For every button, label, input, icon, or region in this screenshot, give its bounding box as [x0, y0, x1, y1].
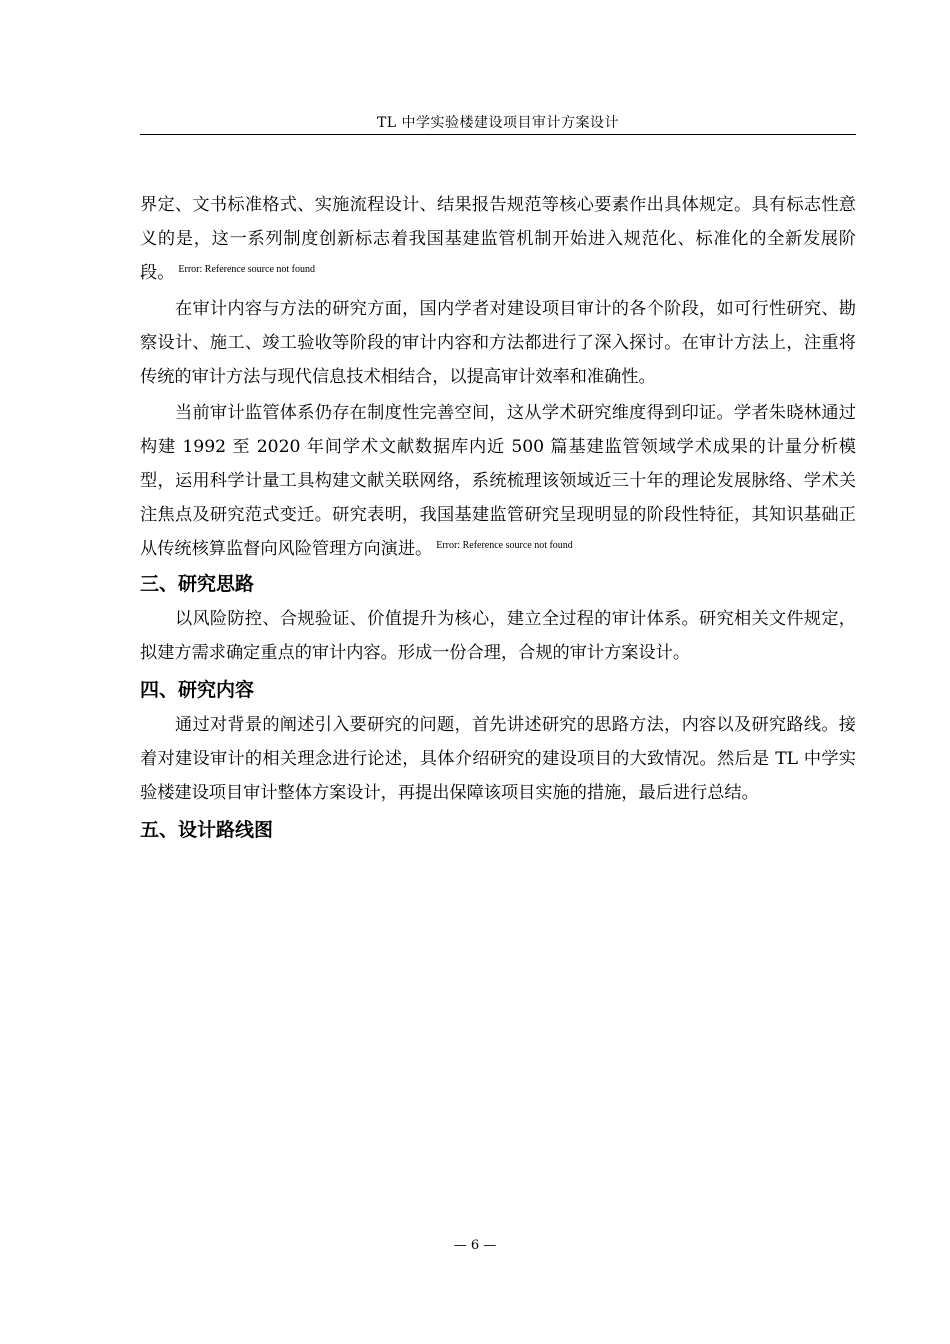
section-heading-research-content: 四、研究内容: [140, 679, 255, 701]
page-number: — 6 —: [453, 1238, 497, 1253]
paragraph-text: 界定、文书标准格式、实施流程设计、结果报告规范等核心要素作出具体规定。具有标志性意义的是，这一系列制度创新标志着我国基建监管机制开始进入规范化、标准化的全新发展阶段。: [140, 195, 856, 283]
section-heading-design-roadmap: 五、设计路线图: [140, 819, 274, 841]
header-divider: [140, 134, 856, 135]
paragraph-research-content: 通过对背景的阐述引入要研究的问题，首先讲述研究的思路方法，内容以及研究路线。接着对建设审计的相关理念进行论述，具体介绍研究的建设项目的大致情况。然后是 TL 中学实验楼建设项目审计整体方案设计，再提出保障该项目实施的措施，最后进行总结。: [140, 715, 856, 803]
reference-error-note: Error: Reference source not found: [178, 264, 315, 275]
paragraph-audit-content-methods: 在审计内容与方法的研究方面，国内学者对建设项目审计的各个阶段，如可行性研究、勘察设计、施工、竣工验收等阶段的审计内容和方法都进行了深入探讨。在审计方法上，注重将传统的审计方法与现代信息技术相结合，以提高审计效率和准确性。: [140, 299, 856, 387]
paragraph-audit-supervision-research: [140, 396, 856, 566]
reference-error-note: Error: Reference source not found: [436, 540, 573, 551]
paragraph-regulation-standardization: [140, 188, 856, 290]
section-heading-research-approach: 三、研究思路: [140, 573, 255, 595]
paragraph-research-approach: 以风险防控、合规验证、价值提升为核心，建立全过程的审计体系。研究相关文件规定，拟建方需求确定重点的审计内容。形成一份合理，合规的审计方案设计。: [140, 609, 856, 663]
document-body: [140, 188, 856, 848]
page-header-title: TL 中学实验楼建设项目审计方案设计: [376, 115, 620, 131]
paragraph-text: 当前审计监管体系仍存在制度性完善空间，这从学术研究维度得到印证。学者朱晓林通过构建 1992 至 2020 年间学术文献数据库内近 500 篇基建监管领域学术成果的计量分析模型，运用科学计量工具构建文献关联网络，系统梳理该领域近三十年的理论发展脉络、学术关注焦点及研究范式变迁。研究表明，我国基建监管研究呈现明显的阶段性特征，其知识基础正从传统核算监督向风险管理方向演进。: [140, 403, 856, 559]
